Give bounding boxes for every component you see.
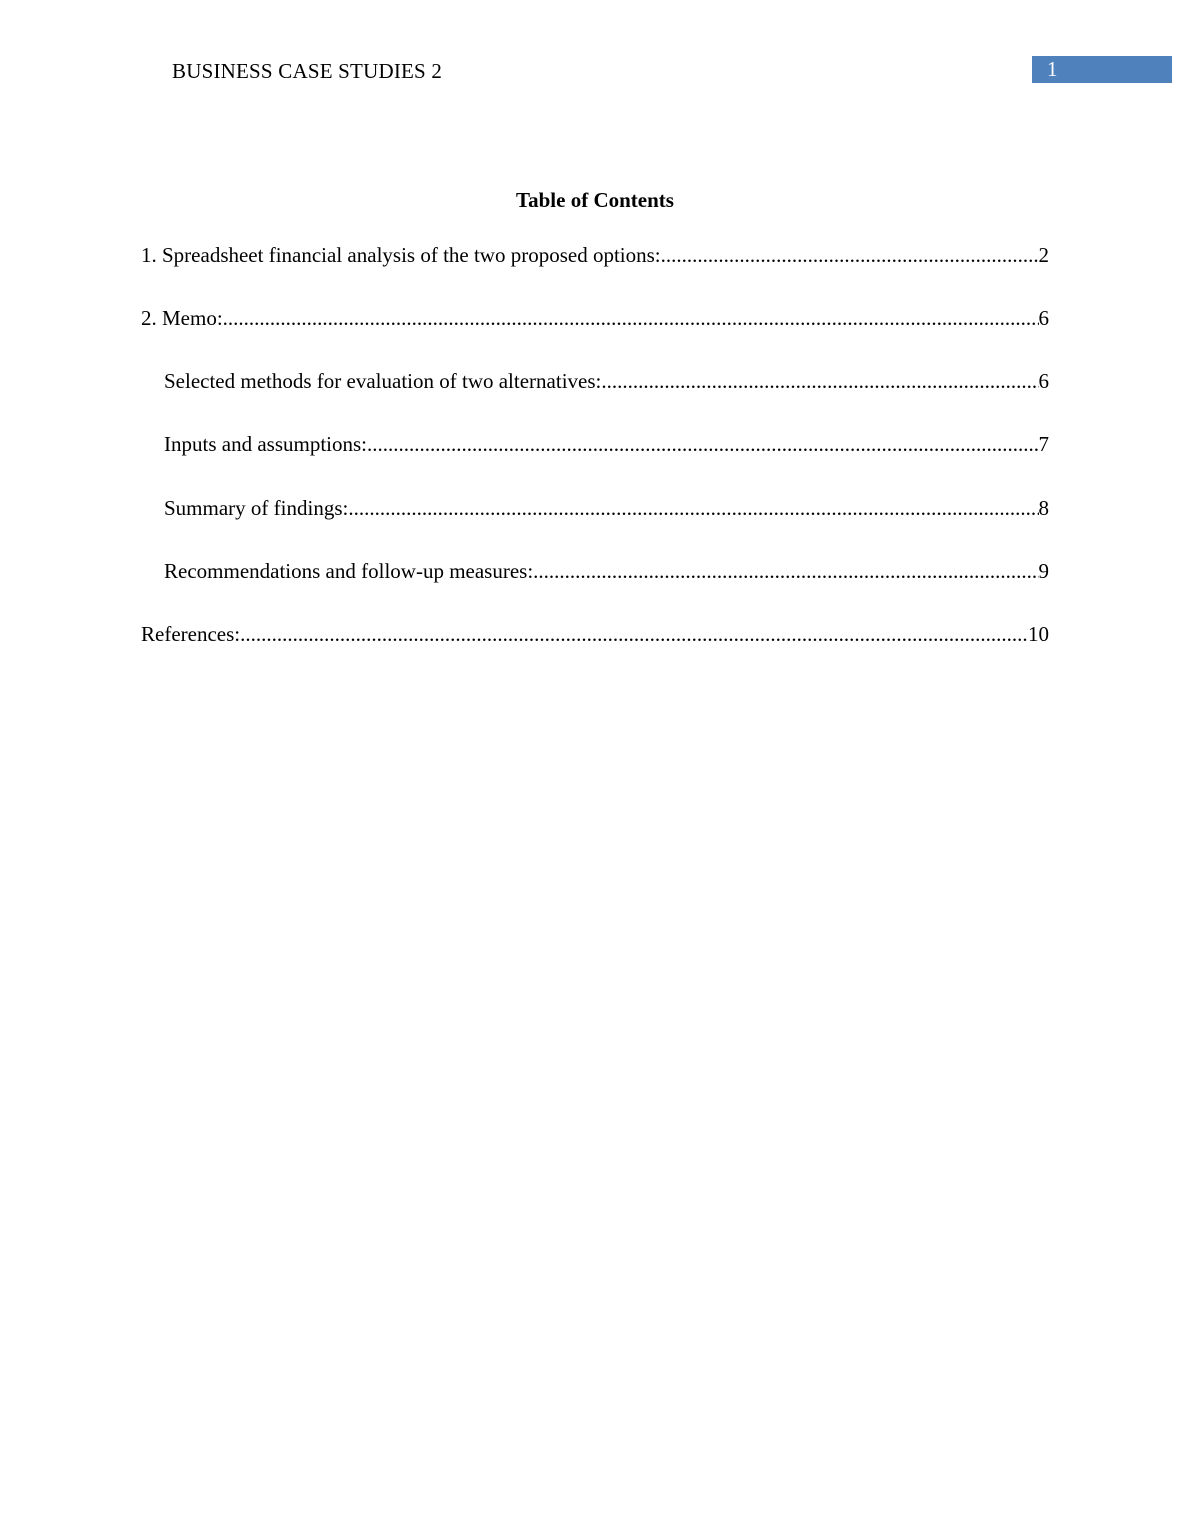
toc-entry-page: 7 [1038,432,1049,456]
toc-entry-label[interactable]: Summary of findings: [164,496,349,520]
toc-entry-label[interactable]: 2. Memo: [141,306,223,330]
toc-entry-spreadsheet-analysis[interactable] [141,241,1049,269]
toc-entry-label[interactable]: Inputs and assumptions: [164,432,367,456]
toc-dot-leader [601,367,1038,395]
page-number: 1 [1047,57,1058,81]
toc-entry-page: 8 [1038,496,1049,520]
toc-dot-leader [661,241,1039,269]
toc-entry-page: 2 [1038,243,1049,267]
toc-dot-leader [533,557,1038,585]
toc-dot-leader [240,620,1028,648]
toc-entry-page: 6 [1038,369,1049,393]
toc-entry-label[interactable]: References: [141,622,241,646]
toc-entry-inputs-assumptions[interactable] [164,430,1049,458]
toc-entry-summary-findings[interactable] [164,494,1049,522]
toc-entry-label[interactable]: Selected methods for evaluation of two alternatives: [164,369,602,393]
toc-entry-references[interactable] [141,620,1049,648]
running-header-title: BUSINESS CASE STUDIES 2 [172,59,443,83]
toc-dot-leader [367,430,1039,458]
toc-entry-page: 9 [1038,559,1049,583]
toc-dot-leader [223,304,1039,332]
toc-entry-label[interactable]: Recommendations and follow-up measures: [164,559,534,583]
toc-entry-recommendations[interactable] [164,557,1049,585]
toc-entry-memo[interactable] [141,304,1049,332]
toc-entry-label[interactable]: 1. Spreadsheet financial analysis of the two proposed options: [141,243,661,267]
toc-entry-selected-methods[interactable] [164,367,1049,395]
toc-dot-leader [348,494,1038,522]
page-number-badge [1032,56,1172,83]
toc-entry-page: 10 [1028,622,1049,646]
toc-entry-page: 6 [1038,306,1049,330]
toc-heading: Table of Contents [516,188,674,212]
